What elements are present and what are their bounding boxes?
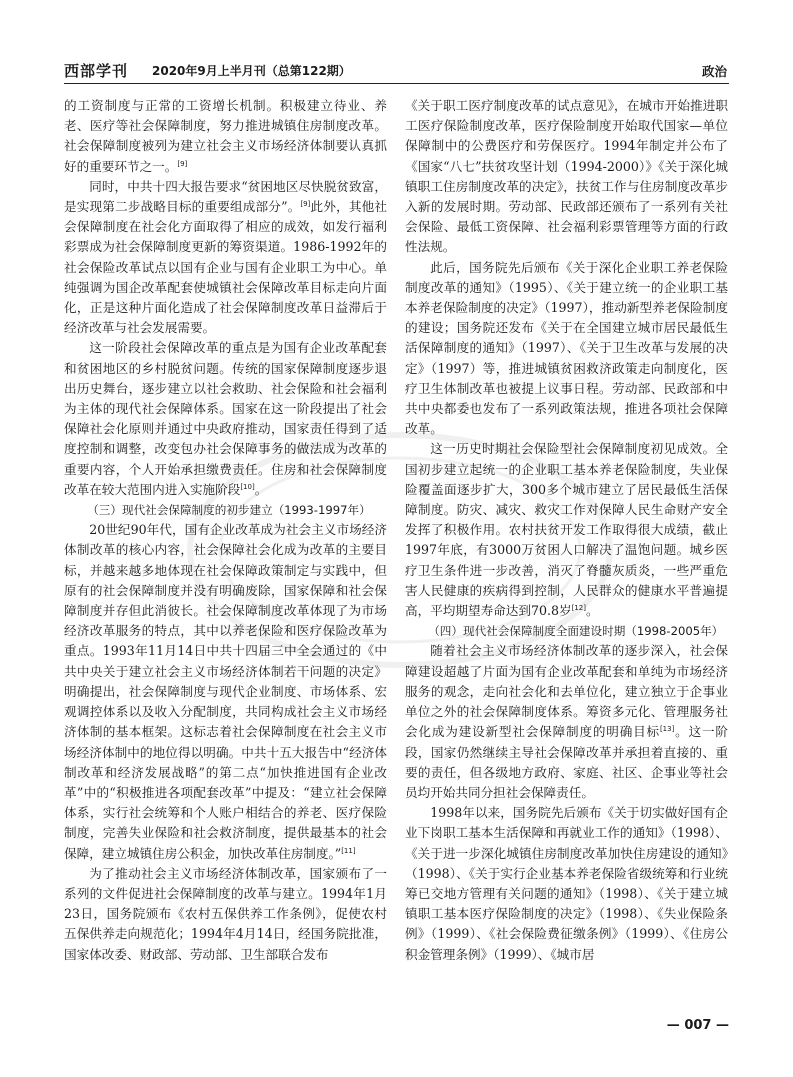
citation-ref: [9] — [300, 199, 311, 208]
issue-label: 2020年9月上半月刊（总第122期） — [152, 64, 351, 78]
citation-ref: [13] — [659, 725, 675, 734]
citation-ref: [9] — [177, 159, 188, 168]
journal-name: 西部学刊 — [64, 62, 129, 80]
paragraph — [64, 864, 387, 965]
paragraph — [405, 258, 728, 440]
paragraph — [405, 96, 728, 258]
paragraph-text: 随着社会主义市场经济体制改革的逐步深入，社会保障建设超越了片面为国有企业改革配套和单纯为市场经济服务的观念，走向社会化和去单位化，建立独立于企事业单位之外的社会保障制度体系。筹资多元化、管理服务社会化成为建设新型社会保障制度的明确目标 — [405, 643, 728, 740]
paragraph — [405, 439, 728, 621]
citation-ref: [12] — [571, 603, 586, 612]
paragraph-text: 此外，其他社会保障制度在社会化方面取得了相应的成效，如发行福利彩票成为社会保障制度更新的筹资渠道。1986-1992年的社会保险改革试点以国有企业与国有企业职工为中心。单纯强调为国企改革配套使城镇社会保障改革目标走向片面化，正是这种片面化造成了社会保障制度改革日益滞后于经济改革与社会发展需要。 — [64, 199, 387, 336]
paragraph-text: 。 — [254, 481, 268, 497]
paragraph — [405, 641, 728, 803]
paragraph-text: 。这一阶段，国家仍然继续主导社会保障改革并承担着直接的、重要的责任，但各级地方政府、家庭、社区、企事业等社会员均开始共同分担社会保障责任。 — [405, 724, 729, 800]
paragraph-text: 的工资制度与正常的工资增长机制。积极建立待业、养老、医疗等社会保障制度，努力推进城镇住房制度改革。社会保障制度被列为建立社会主义市场经济体制要认真抓好的重要环节之一。 — [64, 98, 387, 174]
paragraph-text: 《关于职工医疗制度改革的试点意见》，在城市开始推进职工医疗保险制度改革，医疗保险制度开始取代国家—单位保障制中的公费医疗和劳保医疗。1994年制定并公布了《国家“八七”扶贫攻坚计划（1994-2000）》《关于深化城镇职工住房制度改革的决定》，扶贫工作与住房制度改革步入新的发展时期。劳动部、民政部还颁布了一系列有关社会保险、最低工资保障、社会福利彩票管理等方面的行政性法规。 — [405, 98, 728, 255]
paragraph-text: 这一历史时期社会保险型社会保障制度初见成效。全国初步建立起统一的企业职工基本养老保险制度，失业保险覆盖面逐步扩大，300多个城市建立了居民最低生活保障制度。防灾、减灾、救灾工作对保障人民生命财产安全发挥了积极作用。农村扶贫开发工作取得很大成绩，截止1997年底，有3000万贫困人口解决了温饱问题。城乡医疗卫生条件进一步改善，消灭了脊髓灰质炎，一些严重危害人民健康的疾病得到控制，人民群众的健康水平普遍提高，平均期望寿命达到70.8岁 — [405, 441, 728, 619]
paragraph-text: 1998年以来，国务院先后颁布《关于切实做好国有企业下岗职工基本生活保障和再就业工作的通知》（1998）、《关于进一步深化城镇住房制度改革加快住房建设的通知》（1998）、《关于实行企业基本养老保险省级统筹和行业统筹已交地方管理有关问题的通知》（1998）、《关于建立城镇职工基本医疗保险制度的决定》（1998）、《失业保险条例》（1999）、《社会保险费征缴条例》（1999）、《住房公积金管理条例》（1999）、《城市居 — [405, 805, 728, 962]
citation-ref: [10] — [240, 482, 255, 491]
section-heading — [405, 621, 728, 641]
paragraph-text: 这一阶段社会保障改革的重点是为国有企业改革配套和贫困地区的乡村脱贫问题。传统的国家保障制度逐步退出历史舞台，逐步建立以社会救助、社会保险和社会福利为主体的现代社会保障体系。国家在这一阶段提出了社会保障社会化原则并通过中央政府推动，国家责任得到了适度控制和调整，改变包办社会保障事务的做法成为改革的重要内容，个人开始承担缴费责任。住房和社会保障制度改革在较大范围内进入实施阶段 — [64, 340, 387, 497]
paragraph — [64, 338, 387, 500]
left-column — [64, 96, 387, 965]
paragraph-text: 。 — [585, 603, 599, 619]
section-label: 政治 — [701, 64, 727, 79]
paragraph-text: （四）现代社会保障制度全面建设时期（1998-2005年） — [428, 624, 724, 639]
running-header — [64, 58, 729, 82]
paragraph-text: 20世纪90年代，国有企业改革成为社会主义市场经济体制改革的核心内容，社会保障社会化成为改革的主要目标，并越来越多地体现在社会保障政策制定与实践中，但原有的社会保障制度并没有明确废除，国家保障和社会保障制度并存但此消彼长。社会保障制度改革体现了为市场经济改革服务的特点，其中以养老保险和医疗保险改革为重点。1993年11月14日中共十四届三中全会通过的《中共中央关于建立社会主义市场经济体制若干问题的决定》明确提出，社会保障制度与现代企业制度、市场体系、宏观调控体系以及收入分配制度，共同构成社会主义市场经济体制的基本框架。这标志着社会保障制度在社会主义市场经济体制中的地位得以明确。中共十五大报告中“经济体制改革和经济发展战略”的第二点“加快推进国有企业改革”中的“积极推进各项配套改革”中提及：“建立社会保障体系，实行社会统筹和个人账户相结合的养老、医疗保险制度，完善失业保险和社会救济制度，提供最基本的社会保障，建立城镇住房公积金，加快改革住房制度。” — [64, 522, 387, 861]
paragraph — [64, 520, 387, 863]
paragraph-text: 同时，中共十四大报告要求“贫困地区尽快脱贫致富，是实现第二步战略目标的重要组成部分”。 — [64, 178, 387, 215]
page-number: — 007 — — [666, 1018, 729, 1033]
right-column — [405, 96, 728, 965]
paragraph-text: 为了推动社会主义市场经济体制改革，国家颁布了一系列的文件促进社会保障制度的改革与建立。1994年1月23日，国务院颁布《农村五保供养工作条例》，促使农村五保供养走向规范化；1994年4月14日，经国务院批准，国家体改委、财政部、劳动部、卫生部联合发布 — [64, 865, 387, 962]
paragraph-text: 此后，国务院先后颁布《关于深化企业职工养老保险制度改革的通知》（1995）、《关于建立统一的企业职工基本养老保险制度的决定》（1997），推动新型养老保险制度的建设；国务院还发布《关于在全国建立城市居民最低生活保障制度的通知》（1997）、《关于卫生改革与发展的决定》（1997）等，推进城镇贫困救济政策走向制度化，医疗卫生体制改革也被提上议事日程。劳动部、民政部和中共中央都委也发布了一系列政策法规，推进各项社会保障改革。 — [405, 259, 728, 437]
section-heading — [64, 500, 387, 520]
citation-ref: [11] — [341, 846, 356, 855]
paragraph-text: （三）现代社会保障制度的初步建立（1993-1997年） — [87, 503, 371, 518]
paragraph — [64, 177, 387, 339]
paragraph — [405, 803, 728, 965]
header-rule — [64, 83, 729, 84]
paragraph — [64, 96, 387, 177]
